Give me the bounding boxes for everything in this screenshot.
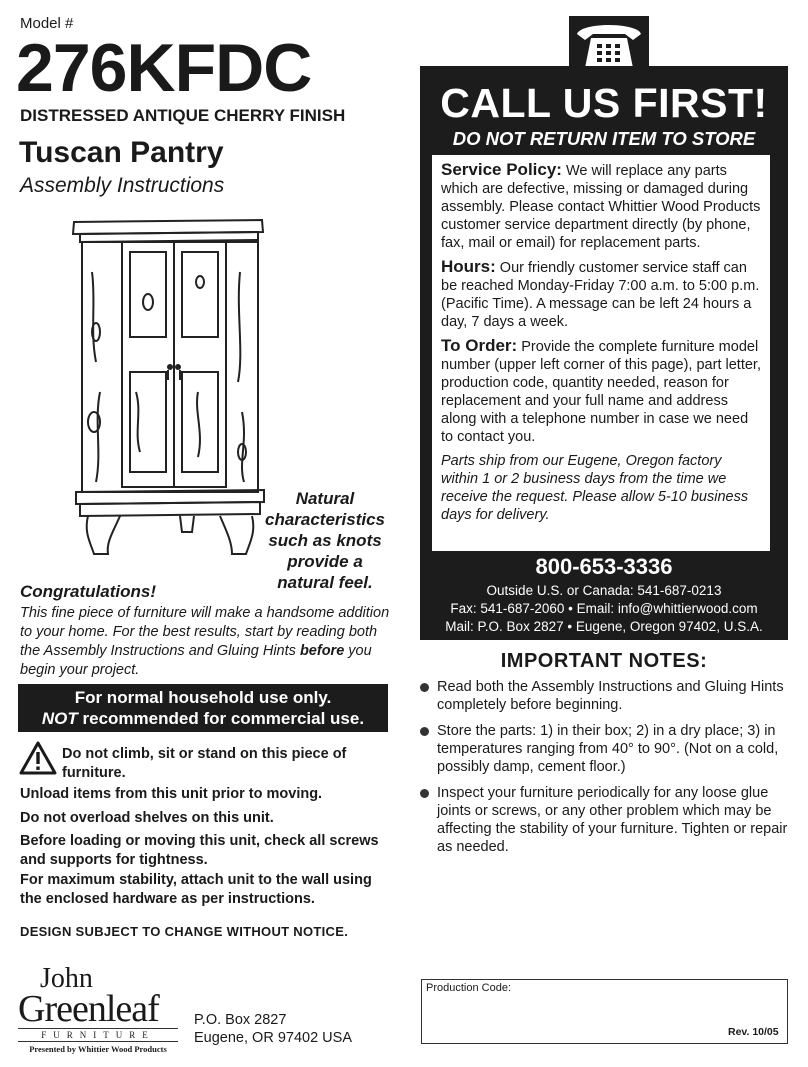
congratulations-heading: Congratulations! bbox=[20, 582, 156, 601]
callout-line: provide a bbox=[287, 552, 363, 571]
shipping-note: Parts ship from our Eugene, Oregon factory within 1 or 2 business days from the time we receive the request. Please allow 5-10 business days for delivery. bbox=[441, 453, 749, 523]
outside-us-phone: Outside U.S. or Canada: 541-687-0213 bbox=[486, 583, 722, 598]
callout-line: natural feel. bbox=[277, 573, 373, 592]
warning-climb: Do not climb, sit or stand on this piece of furniture. bbox=[62, 746, 347, 781]
natural-characteristics-callout bbox=[262, 488, 388, 593]
important-notes-heading: IMPORTANT NOTES: bbox=[500, 650, 708, 672]
not-emphasis: NOT bbox=[41, 709, 78, 728]
household-line-2 bbox=[18, 708, 388, 729]
document-subtitle: Assembly Instructions bbox=[20, 174, 225, 197]
important-notes-list bbox=[420, 678, 792, 864]
callout-line: characteristics bbox=[264, 510, 386, 529]
to-order bbox=[441, 337, 761, 446]
service-policy-heading: Service Policy: bbox=[441, 160, 562, 179]
mail-address: Mail: P.O. Box 2827 • Eugene, Oregon 97402, U.S.A. bbox=[445, 619, 763, 634]
warning-attach-wall: For maximum stability, attach unit to the wall using the enclosed hardware as per instructions. bbox=[20, 872, 372, 907]
product-name: Tuscan Pantry bbox=[19, 136, 224, 169]
finish-name: DISTRESSED ANTIQUE CHERRY FINISH bbox=[20, 106, 346, 125]
model-label: Model # bbox=[20, 15, 74, 32]
toll-free-phone[interactable]: 800-653-3336 bbox=[535, 554, 673, 579]
bullet-icon bbox=[420, 727, 429, 736]
logo-presented-by: Presented by Whittier Wood Products bbox=[29, 1044, 167, 1054]
note-text: Read both the Assembly Instructions and Gluing Hints completely before beginning. bbox=[437, 679, 784, 713]
list-item bbox=[420, 678, 792, 714]
warning-triangle-icon bbox=[18, 740, 58, 776]
household-line-1: For normal household use only. bbox=[74, 688, 332, 707]
household-use-banner bbox=[18, 684, 388, 732]
fax-email[interactable]: Fax: 541-687-2060 • Email: info@whittierwood.com bbox=[450, 601, 758, 616]
note-text: Store the parts: 1) in their box; 2) in a dry place; 3) in temperatures ranging from 40° to 90°. (Not on a cold, possibly damp, cement floor.) bbox=[437, 723, 779, 775]
call-us-first-title: CALL US FIRST! bbox=[440, 80, 768, 126]
congrats-text-end: you begin your project. bbox=[20, 643, 372, 678]
hours bbox=[441, 258, 761, 331]
callout-line: Natural bbox=[295, 489, 355, 508]
callout-line: such as knots bbox=[268, 531, 382, 550]
logo-greenleaf: Greenleaf bbox=[18, 988, 159, 1030]
to-order-text: Provide the complete furniture model number (upper left corner of this page), part letter, production code, quantity needed, reason for replacement and your full name and address along with a telephone number in case we need to contact you. bbox=[441, 339, 761, 445]
model-number: 276KFDC bbox=[16, 30, 312, 106]
address-line-1: P.O. Box 2827 bbox=[194, 1012, 287, 1028]
bullet-icon bbox=[420, 683, 429, 692]
to-order-heading: To Order: bbox=[441, 336, 518, 355]
warning-check-screws: Before loading or moving this unit, check all screws and supports for tightness. bbox=[20, 833, 379, 868]
do-not-return-notice: DO NOT RETURN ITEM TO STORE bbox=[452, 128, 756, 149]
design-notice: DESIGN SUBJECT TO CHANGE WITHOUT NOTICE. bbox=[20, 924, 349, 939]
list-item bbox=[420, 722, 792, 776]
john-greenleaf-logo bbox=[18, 963, 178, 1054]
congratulations-body bbox=[20, 604, 390, 680]
production-code-label: Production Code: bbox=[426, 982, 511, 994]
hours-heading: Hours: bbox=[441, 257, 496, 276]
list-item bbox=[420, 784, 792, 856]
note-text: Inspect your furniture periodically for any loose glue joints or screws, or any other problem which may be affecting the stability of your furniture. Tighten or repair as needed. bbox=[437, 785, 788, 855]
revision-label: Rev. 10/05 bbox=[728, 1026, 779, 1038]
hours-text: Our friendly customer service staff can be reached Monday-Friday 7:00 a.m. to 5:00 p.m. (Pacific Time). A message can be left 24 hours a day, 7 days a week. bbox=[441, 260, 760, 330]
service-policy bbox=[441, 161, 761, 252]
service-policy-box bbox=[432, 155, 770, 551]
logo-john: John bbox=[40, 963, 93, 994]
household-line-2-rest: recommended for commercial use. bbox=[77, 709, 365, 728]
cabinet-illustration bbox=[70, 212, 270, 572]
bullet-icon bbox=[420, 789, 429, 798]
logo-furniture: FURNITURE bbox=[18, 1028, 178, 1042]
warning-overload: Do not overload shelves on this unit. bbox=[20, 810, 274, 826]
congrats-bold: before bbox=[299, 643, 345, 659]
congrats-text: This fine piece of furniture will make a handsome addition to your home. For the best results, start by reading both the Assembly Instructions and Gluing Hints bbox=[20, 605, 390, 659]
service-policy-text: We will replace any parts which are defective, missing or damaged during assembly. Please contact Whittier Wood Products customer service department directly (by phone, fax, mail or email) for replacement parts. bbox=[441, 163, 761, 251]
company-address bbox=[194, 1011, 352, 1047]
address-line-2: Eugene, OR 97402 USA bbox=[194, 1030, 352, 1046]
warning-unload: Unload items from this unit prior to moving. bbox=[20, 786, 323, 802]
